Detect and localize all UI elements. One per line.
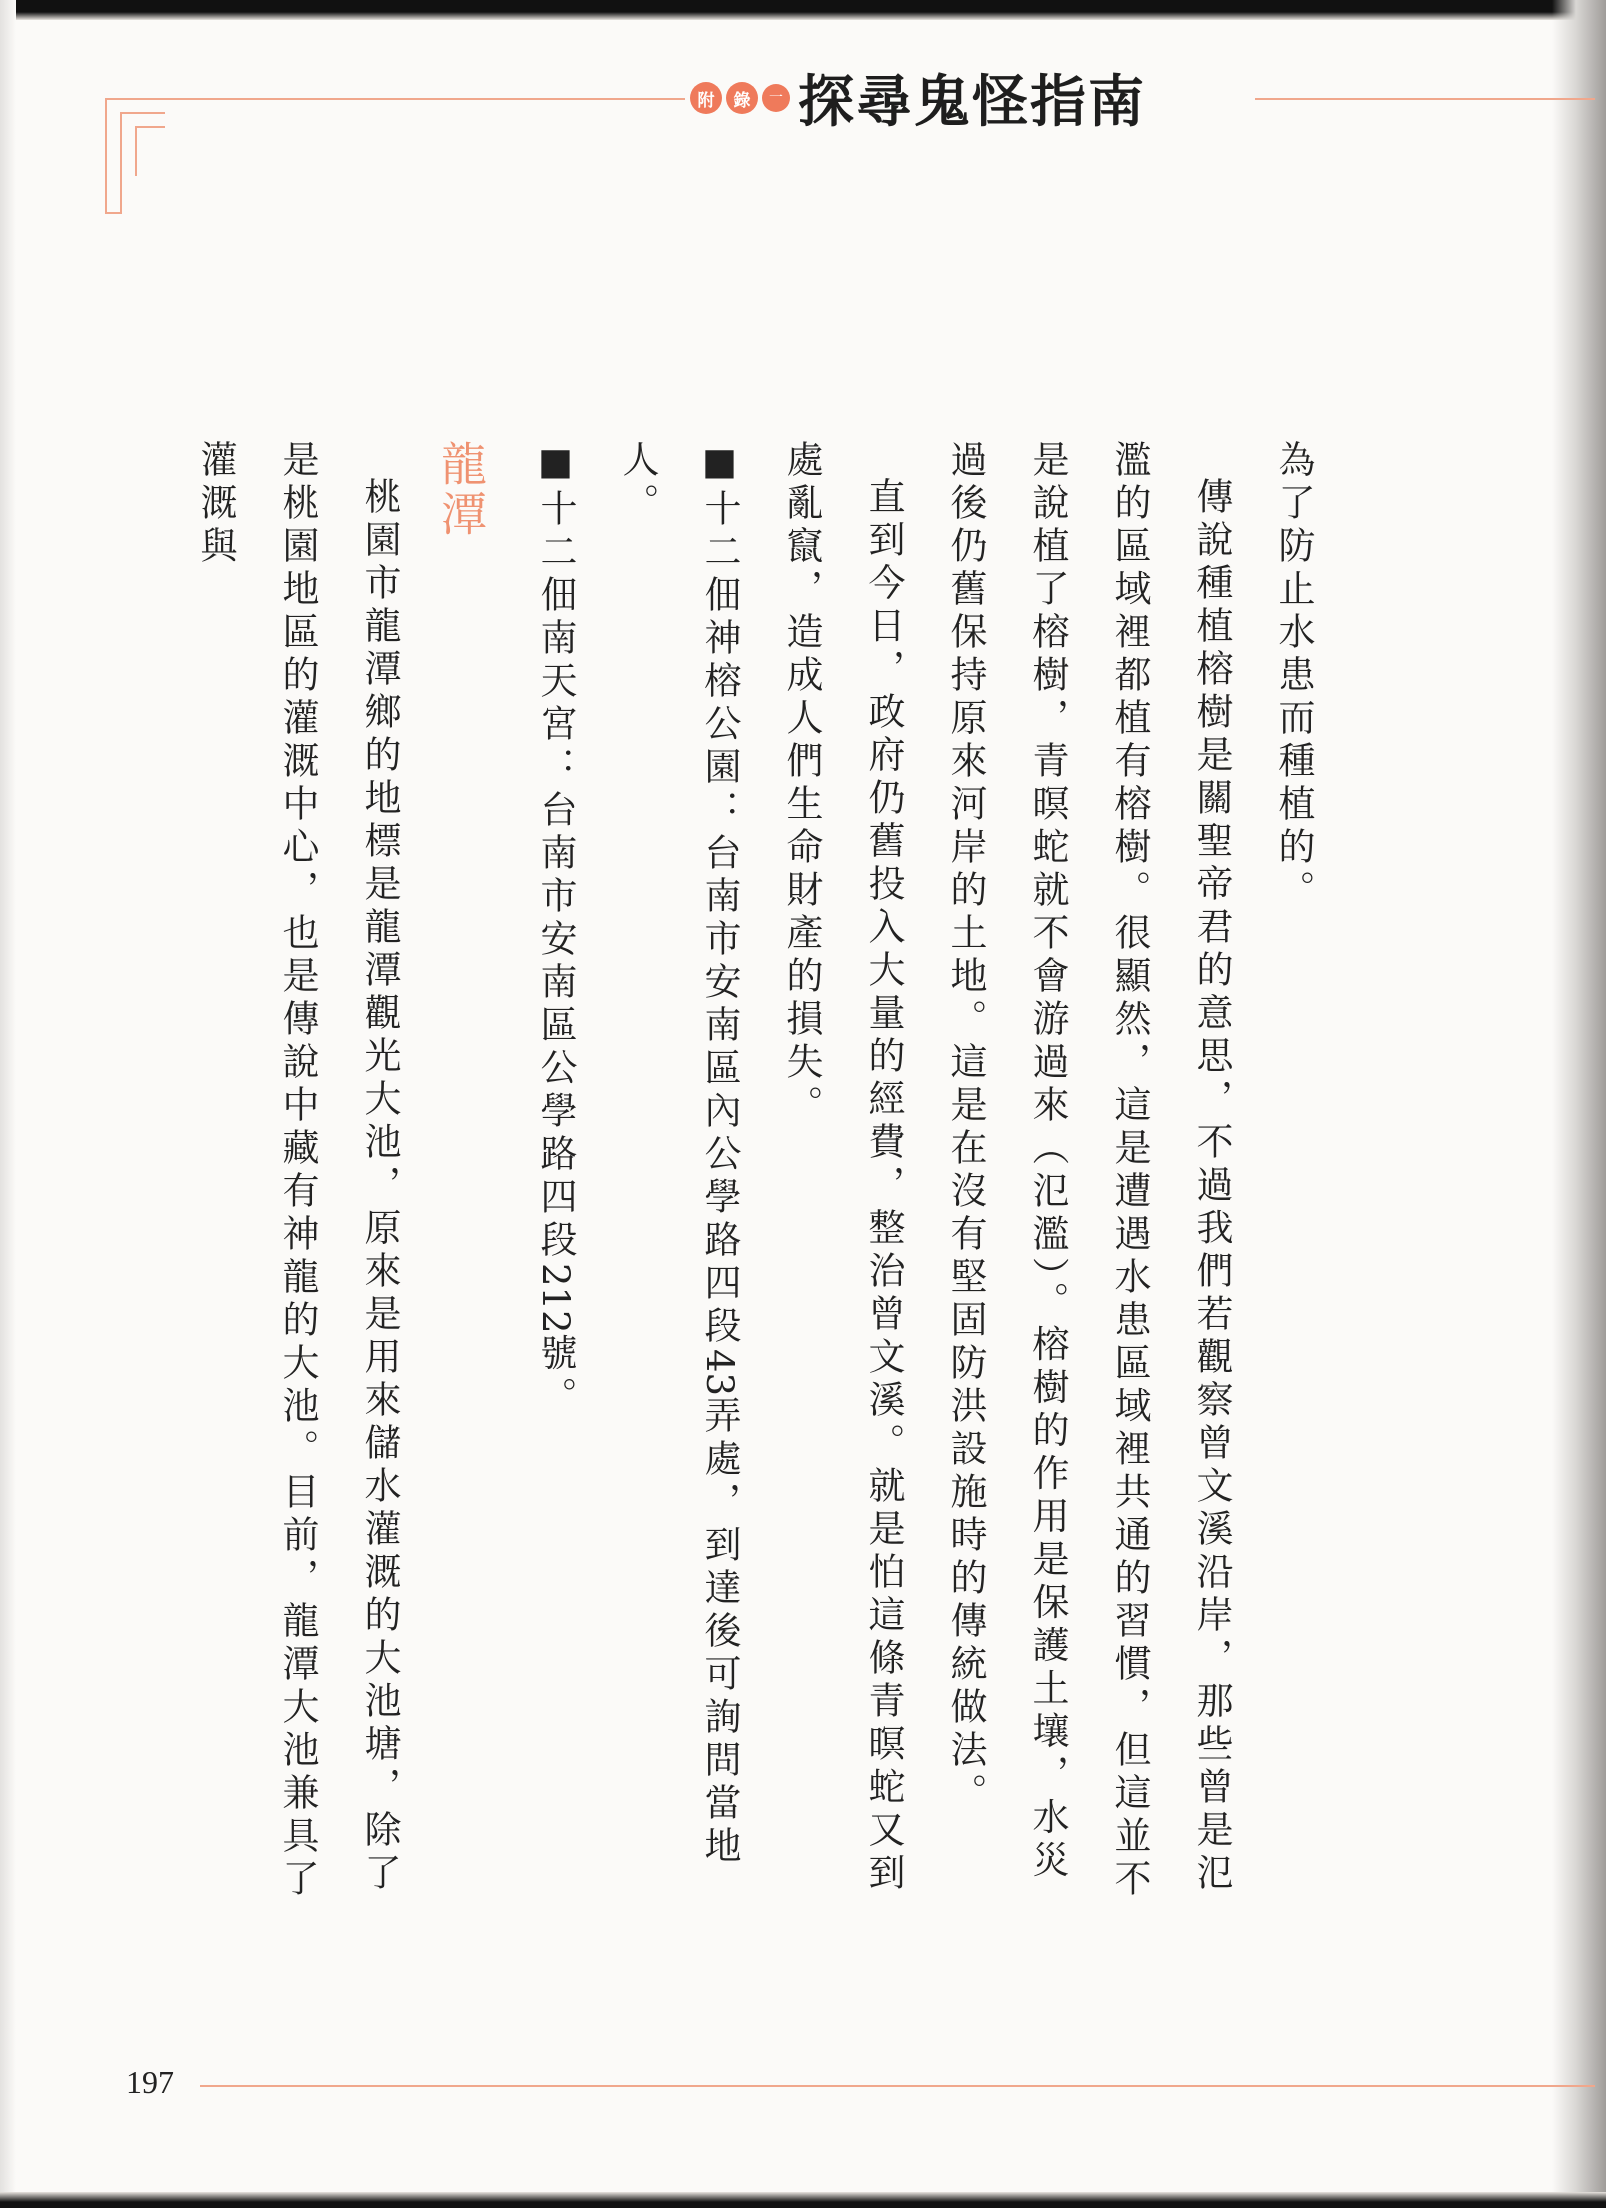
appendix-badge-one: 一 (762, 84, 790, 112)
paragraph-1: 為了防止水患而種植的。 (1272, 440, 1315, 913)
location-item-1-number: 43 (698, 1349, 741, 1397)
chapter-title: 探尋鬼怪指南 (798, 70, 1146, 135)
scan-edge-left (0, 0, 16, 2208)
location-item-1-suffix: 弄處，到達後可詢問當地人。 (616, 440, 741, 1870)
paragraph-4: 桃園市龍潭鄉的地標是龍潭觀光大池，原來是用來儲水灌溉的大池塘，除了是桃園地區的灌溉中心，也是傳說中藏有神龍的大池。目前，龍潭大池兼具了灌溉與 (194, 440, 401, 1902)
location-item-2-number: 212 (534, 1263, 577, 1334)
scan-edge-bottom (0, 2192, 1606, 2208)
paragraph-2: 傳說種植榕樹是關聖帝君的意思，不過我們若觀察曾文溪沿岸，那些曾是氾濫的區域裡都植有榕樹。很顯然，這是遭遇水患區域裡共通的習慣，但這並不是說植了榕樹，青暝蛇就不會游過來（氾濫）。榕樹的作用是保護土壤，水災過後仍舊保持原來河岸的土地。這是在沒有堅固防洪設施時的傳統做法。 (944, 440, 1233, 1902)
section-heading: 龍潭 (434, 440, 488, 540)
appendix-badge-fu: 附 (690, 82, 722, 114)
location-item-1 (596, 440, 760, 1920)
location-item-2 (514, 440, 596, 1920)
scan-edge-top (0, 0, 1606, 20)
footer-rule (200, 2085, 1595, 2087)
page-number: 197 (126, 2064, 174, 2100)
location-item-2-suffix: 號。 (534, 1333, 577, 1420)
running-header (690, 58, 1250, 138)
location-item-1-prefix: ■十二佃神榕公園：台南市安南區內公學路四段 (698, 440, 741, 1349)
paragraph-3: 直到今日，政府仍舊投入大量的經費，整治曾文溪。就是怕這條青暝蛇又到處亂竄，造成人們生命財產的損失。 (780, 440, 905, 1896)
location-item-2-prefix: ■十二佃南天宮：台南市安南區公學路四段 (534, 440, 577, 1263)
vertical-text-body (174, 440, 1334, 1920)
page-curl-shadow (1552, 0, 1606, 2208)
appendix-badge-lu: 錄 (726, 82, 758, 114)
